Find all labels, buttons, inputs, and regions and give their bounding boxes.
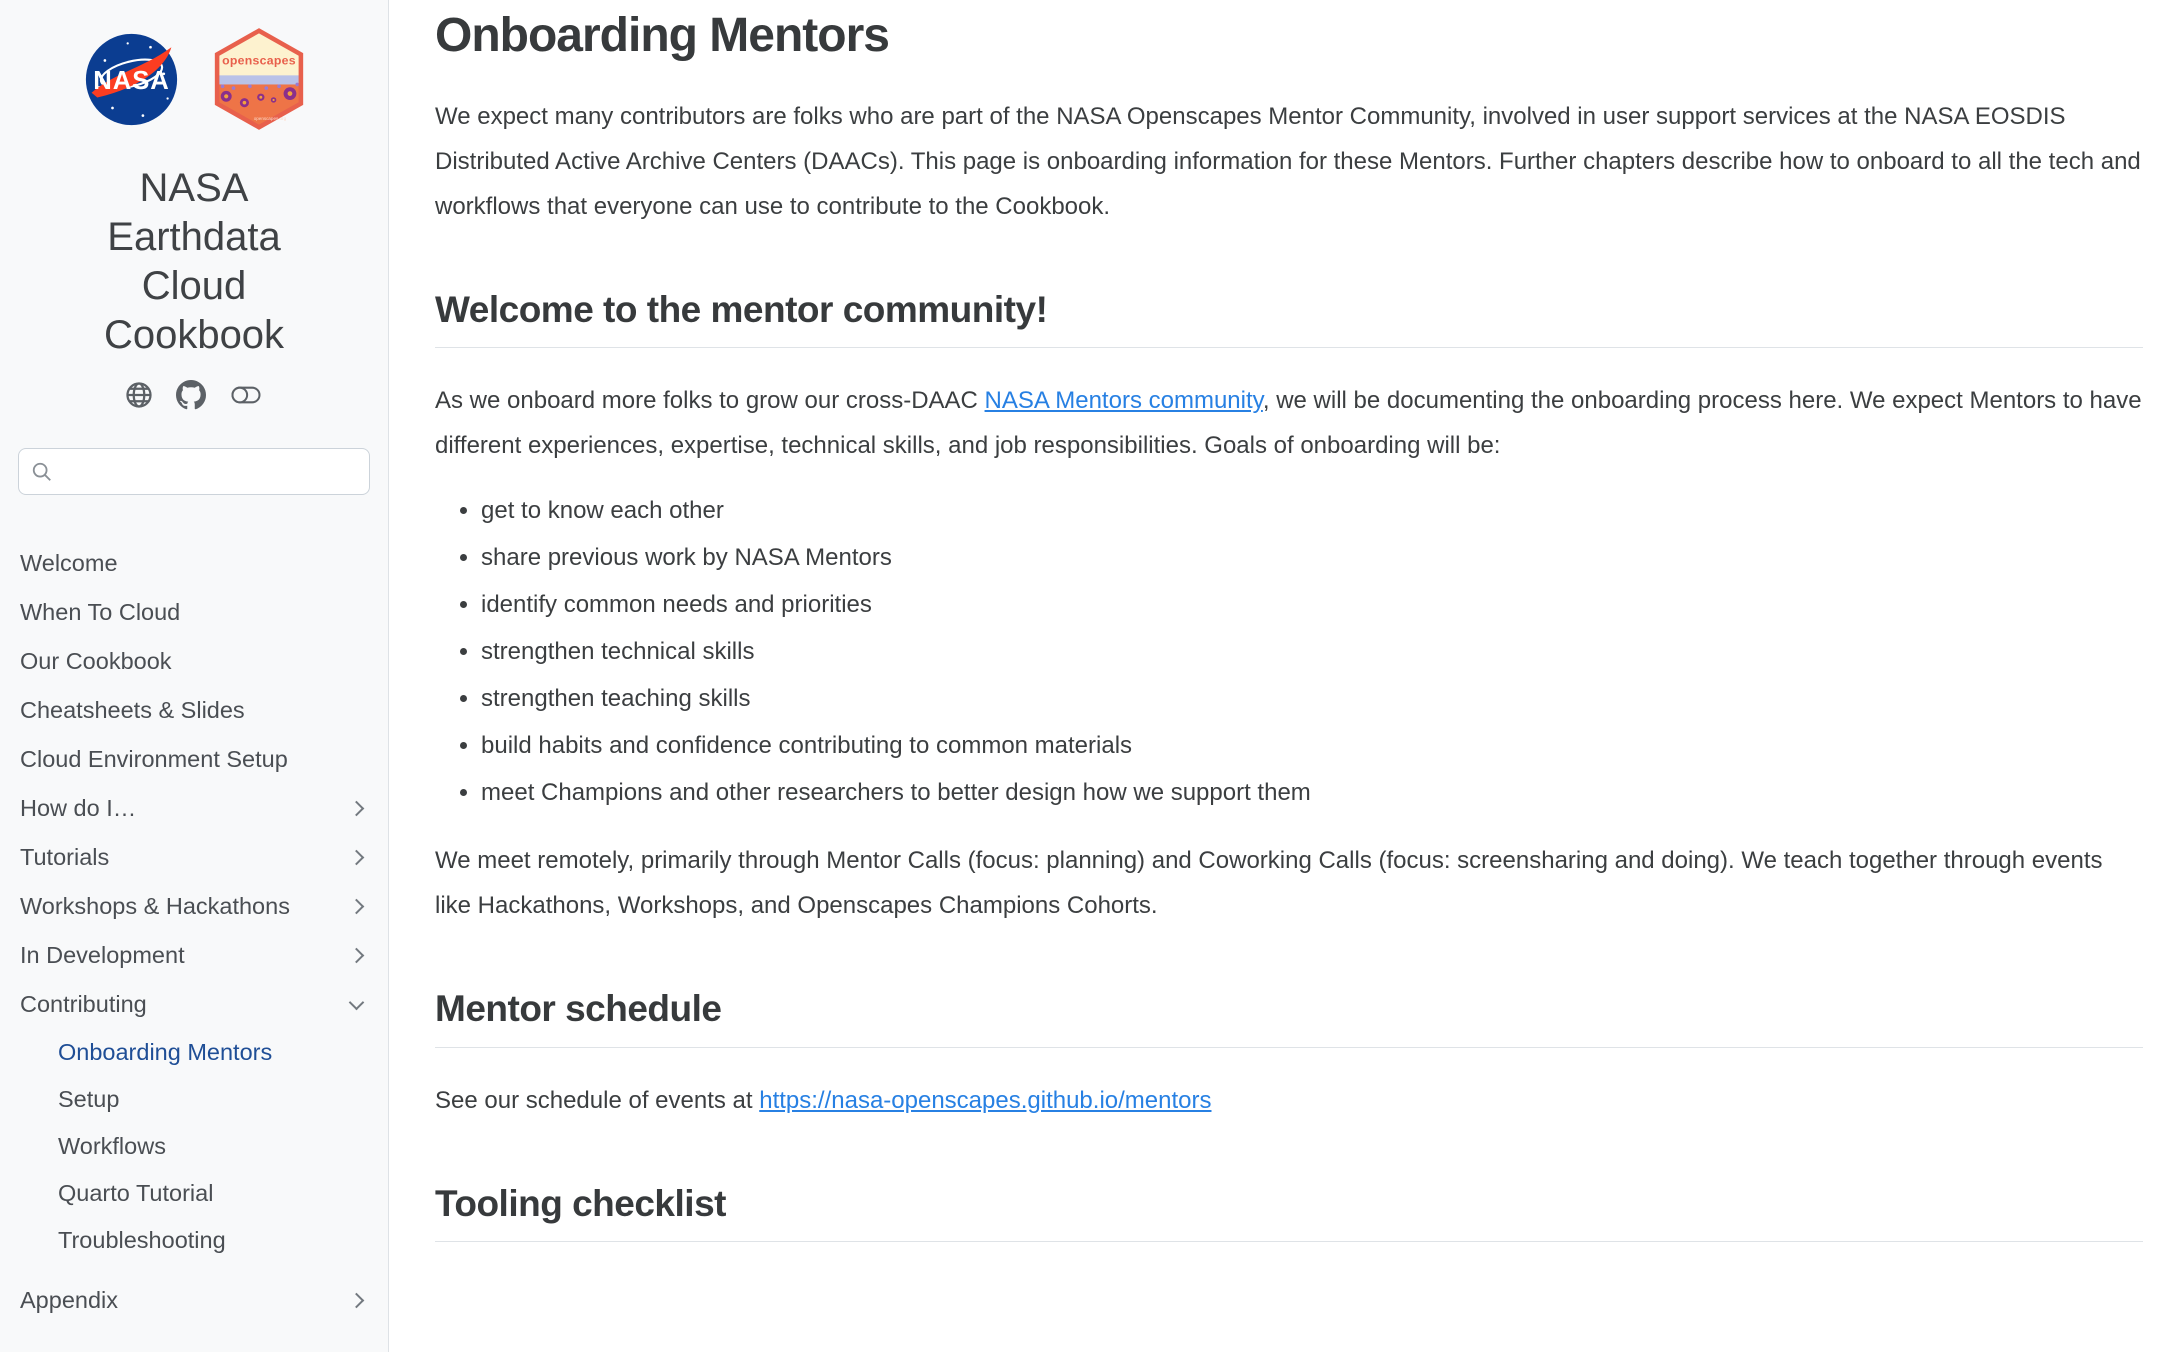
- sidebar-item-cheatsheets-slides[interactable]: Cheatsheets & Slides: [20, 697, 245, 723]
- search-box[interactable]: [18, 448, 370, 495]
- sidebar-item-our-cookbook[interactable]: Our Cookbook: [20, 648, 172, 674]
- chevron-right-icon[interactable]: [349, 1293, 365, 1309]
- chevron-right-icon[interactable]: [349, 948, 365, 964]
- intro-paragraph: We expect many contributors are folks who are part of the NASA Openscapes Mentor Community, involved in user support services at the NASA EOSDIS Distributed Active Archive Centers (DAACs). This page is onboarding information for these Mentors. Further chapters describe how to onboard to all the tech and workflows that everyone can use to contribute to the Cookbook.: [435, 103, 2141, 220]
- goal-item: • build habits and confidence contributing to common materials: [481, 729, 2143, 763]
- community-text-before: As we onboard more folks to grow our cross-DAAC: [435, 387, 985, 415]
- onboarding-goals-list: [435, 494, 2143, 810]
- goal-item: • share previous work by NASA Mentors: [481, 541, 2143, 575]
- nasa-logo-text: NASA: [92, 66, 170, 95]
- goal-item: • meet Champions and other researchers to better design how we support them: [481, 776, 2143, 810]
- search-icon: [31, 461, 53, 483]
- sidebar-item-troubleshooting[interactable]: Troubleshooting: [58, 1227, 226, 1253]
- sidebar-tools: [18, 380, 370, 410]
- logo-row: [18, 28, 370, 130]
- search-input[interactable]: [61, 458, 357, 486]
- schedule-paragraph: [435, 1078, 2143, 1123]
- goal-item: • strengthen technical skills: [481, 635, 2143, 669]
- section-heading-schedule: Mentor schedule: [435, 986, 2143, 1047]
- section-heading-tooling: Tooling checklist: [435, 1181, 2143, 1242]
- sidebar-item-contributing[interactable]: Contributing: [18, 980, 370, 1029]
- nasa-mentors-community-link[interactable]: NASA Mentors community: [984, 387, 1263, 415]
- openscapes-url-text: openscapes.org: [253, 115, 286, 121]
- openscapes-logo-text: openscapes: [221, 53, 296, 68]
- sidebar-nav: [18, 539, 370, 1325]
- chevron-right-icon[interactable]: [349, 899, 365, 915]
- sidebar-item-setup[interactable]: Setup: [58, 1086, 120, 1112]
- meetings-paragraph: We meet remotely, primarily through Mentor Calls (focus: planning) and Coworking Calls (focus: screensharing and doing). We teach together through events like Hackathons, Workshops, and Openscapes Champions Cohorts.: [435, 847, 2103, 920]
- goal-item: • get to know each other: [481, 494, 2143, 528]
- sidebar-item-appendix[interactable]: Appendix: [18, 1276, 370, 1325]
- schedule-text-before: See our schedule of events at: [435, 1086, 760, 1114]
- chevron-right-icon[interactable]: [349, 801, 365, 817]
- globe-icon[interactable]: [124, 380, 154, 410]
- goal-item: • strengthen teaching skills: [481, 682, 2143, 716]
- page-title: Onboarding Mentors: [435, 9, 889, 62]
- main-content: [389, 0, 2167, 1352]
- sidebar-item-cloud-environment-setup[interactable]: Cloud Environment Setup: [20, 746, 288, 772]
- sidebar-item-welcome[interactable]: Welcome: [20, 550, 118, 576]
- sidebar-item-quarto-tutorial[interactable]: Quarto Tutorial: [58, 1180, 214, 1206]
- sidebar-item-onboarding-mentors[interactable]: Onboarding Mentors: [58, 1039, 273, 1065]
- mentors-schedule-link[interactable]: https://nasa-openscapes.github.io/mentors: [759, 1086, 1212, 1114]
- sidebar-item-when-to-cloud[interactable]: When To Cloud: [20, 599, 181, 625]
- chevron-right-icon[interactable]: [349, 850, 365, 866]
- sidebar-item-workshops-hackathons[interactable]: Workshops & Hackathons: [18, 882, 370, 931]
- sidebar: [0, 0, 389, 1352]
- chevron-down-icon[interactable]: [349, 995, 365, 1011]
- site-title[interactable]: NASA Earthdata Cloud Cookbook: [103, 166, 285, 357]
- community-text-after: , we will be documenting the onboarding process here. We expect Mentors to have different experiences, expertise, technical skills, and job responsibilities. Goals of onboarding will be:: [435, 387, 2142, 460]
- sidebar-item-how-do-i[interactable]: How do I…: [18, 784, 370, 833]
- section-heading-welcome: Welcome to the mentor community!: [435, 287, 2143, 348]
- sidebar-item-tutorials[interactable]: Tutorials: [18, 833, 370, 882]
- github-icon[interactable]: [176, 380, 206, 410]
- sidebar-item-workflows[interactable]: Workflows: [58, 1133, 166, 1159]
- nasa-logo[interactable]: [84, 32, 179, 127]
- openscapes-logo[interactable]: [213, 28, 305, 130]
- community-paragraph: [435, 378, 2143, 468]
- theme-toggle-icon[interactable]: [228, 381, 264, 409]
- sidebar-item-in-development[interactable]: In Development: [18, 931, 370, 980]
- goal-item: • identify common needs and priorities: [481, 588, 2143, 622]
